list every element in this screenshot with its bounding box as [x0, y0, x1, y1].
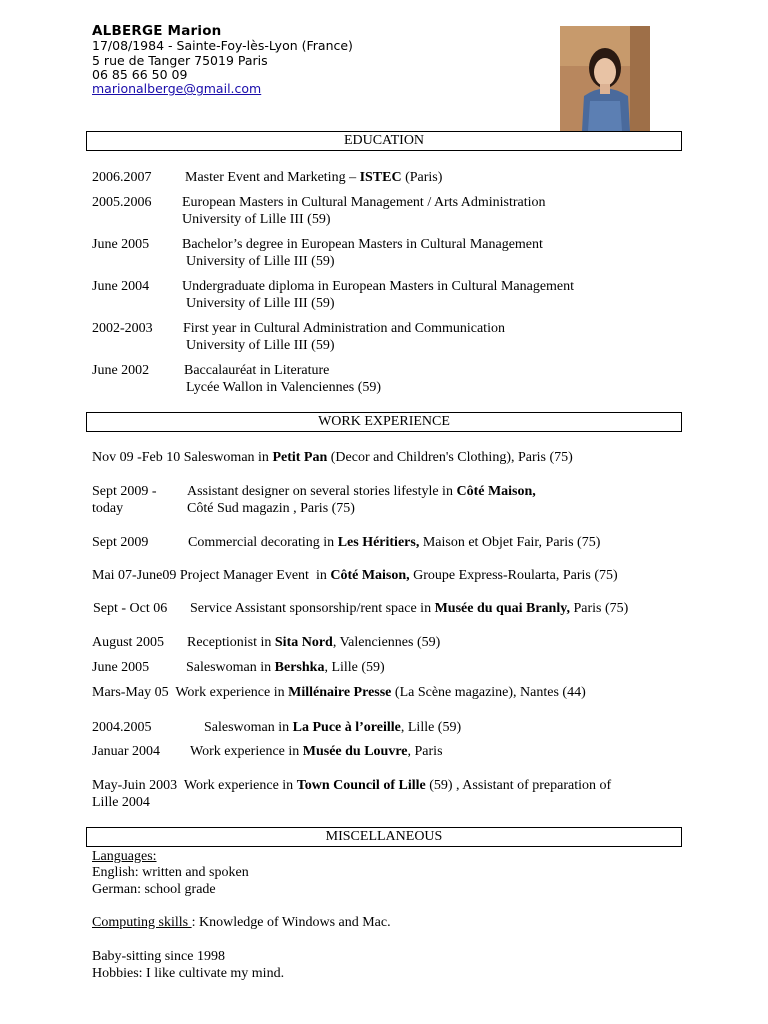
birth-info: 17/08/1984 - Sainte-Foy-lès-Lyon (France) — [92, 38, 353, 54]
work-item: Service Assistant sponsorship/rent space in Musée du quai Branly, Paris (75) — [190, 601, 629, 616]
edu-title: Bachelor’s degree in European Masters in Cultural Management — [182, 237, 543, 252]
contact-block — [92, 24, 353, 96]
edu-school: University of Lille III (59) — [186, 254, 335, 269]
work-date: Januar 2004 — [92, 744, 161, 759]
work-item: Mars-May 05 Work experience in Millénaire Presse (La Scène magazine), Nantes (44) — [92, 685, 586, 700]
work-item: Work experience in Musée du Louvre, Paris — [190, 744, 443, 759]
work-date: August 2005 — [92, 635, 164, 650]
work-date: Sept 2009 — [92, 535, 149, 550]
edu-school: University of Lille III (59) — [182, 212, 331, 227]
profile-photo — [560, 26, 650, 131]
work-item: Saleswoman in La Puce à l’oreille, Lille (59) — [204, 720, 462, 735]
languages-label: Languages: — [92, 849, 157, 864]
edu-date: 2005.2006 — [92, 195, 152, 210]
section-header-misc: MISCELLANEOUS — [86, 827, 682, 847]
phone: 06 85 66 50 09 — [92, 66, 188, 82]
babysitting: Baby-sitting since 1998 — [92, 949, 225, 964]
edu-school: University of Lille III (59) — [186, 296, 335, 311]
work-date: Sept - Oct 06 — [93, 601, 168, 616]
edu-date: 2002-2003 — [92, 321, 153, 336]
work-item: Commercial decorating in Les Héritiers, Maison et Objet Fair, Paris (75) — [188, 535, 601, 550]
work-date: Sept 2009 - — [92, 484, 157, 499]
candidate-name: ALBERGE Marion — [92, 23, 222, 39]
language-english: English: written and spoken — [92, 865, 249, 880]
edu-title: European Masters in Cultural Management / Arts Administration — [182, 195, 546, 210]
work-item-cont: Côté Sud magazin , Paris (75) — [187, 501, 355, 516]
edu-title: First year in Cultural Administration and Communication — [183, 321, 505, 336]
work-item: Saleswoman in Bershka, Lille (59) — [186, 660, 385, 675]
edu-title: Baccalauréat in Literature — [184, 363, 330, 378]
edu-date: June 2005 — [92, 237, 150, 252]
work-item-cont: Lille 2004 — [92, 795, 150, 810]
work-item: Nov 09 -Feb 10 Saleswoman in Petit Pan (Decor and Children's Clothing), Paris (75) — [92, 450, 573, 465]
edu-school: Lycée Wallon in Valenciennes (59) — [186, 380, 382, 395]
work-item: May-Juin 2003 Work experience in Town Council of Lille (59) , Assistant of preparation of — [92, 778, 612, 793]
edu-title: Master Event and Marketing – ISTEC (Paris) — [185, 170, 443, 185]
edu-title: Undergraduate diploma in European Masters in Cultural Management — [182, 279, 575, 294]
work-date: 2004.2005 — [92, 720, 152, 735]
edu-date: 2006.2007 — [92, 170, 152, 185]
language-german: German: school grade — [92, 882, 216, 897]
work-item: Receptionist in Sita Nord, Valenciennes (59) — [187, 635, 441, 650]
edu-school: University of Lille III (59) — [186, 338, 335, 353]
work-item: Assistant designer on several stories lifestyle in Côté Maison, — [187, 484, 536, 499]
work-date: today — [92, 501, 124, 516]
section-header-work: WORK EXPERIENCE — [86, 412, 682, 432]
edu-date: June 2002 — [92, 363, 150, 378]
edu-date: June 2004 — [92, 279, 150, 294]
address: 5 rue de Tanger 75019 Paris — [92, 52, 268, 68]
work-item: Mai 07-June09 Project Manager Event in Côté Maison, Groupe Express-Roularta, Paris (75) — [92, 568, 618, 583]
computing-skills: Computing skills : Knowledge of Windows and Mac. — [92, 915, 391, 930]
work-date: June 2005 — [92, 660, 150, 675]
email-link[interactable]: marionalberge@gmail.com — [92, 81, 262, 97]
section-header-education: EDUCATION — [86, 131, 682, 151]
hobbies: Hobbies: I like cultivate my mind. — [92, 966, 285, 981]
